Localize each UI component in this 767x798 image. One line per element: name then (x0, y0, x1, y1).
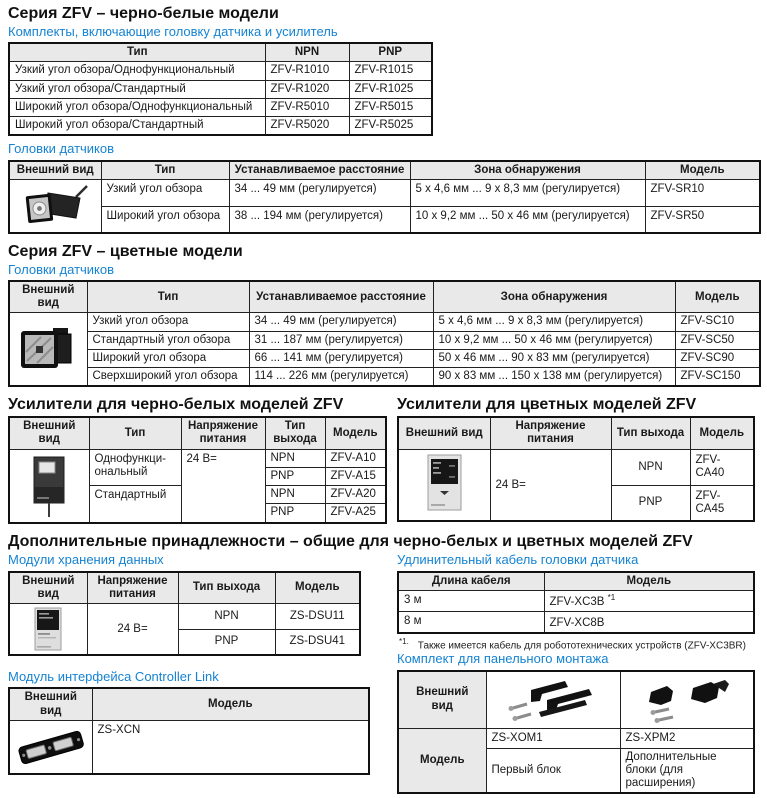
table-row (9, 313, 760, 331)
kits-table (8, 42, 433, 136)
cable-model (544, 590, 754, 611)
col-model: Модель (645, 161, 760, 180)
mounting-bracket-pair-icon (635, 674, 739, 726)
kit-description: Дополнительные блоки (для расширения) (620, 748, 754, 793)
col-model: Модель (544, 572, 754, 591)
kit-npn-model: ZFV-R5010 (265, 98, 349, 116)
col-distance: Устанавливаемое расстояние (229, 161, 410, 180)
col-output: Тип выхода (611, 417, 690, 449)
col-voltage: Напряжение питания (181, 417, 265, 449)
col-distance: Устанавливаемое расстояние (249, 281, 433, 313)
mono-heads-subtitle: Головки датчиков (8, 141, 115, 157)
table-row (398, 612, 754, 634)
head-zone: 10 x 9,2 мм ... 50 x 46 мм (регулируется) (433, 331, 675, 349)
head-model: ZFV-SR50 (645, 206, 760, 233)
kit-pnp-model: ZFV-R5015 (349, 98, 432, 116)
storage-model: ZS-DSU11 (275, 604, 360, 630)
camera-head-color-icon (17, 321, 79, 377)
col-appearance: Внешний вид (9, 572, 87, 604)
color-sensor-head-image (9, 313, 87, 386)
storage-table (8, 571, 361, 656)
amp-type: Однофункци-ональный (89, 449, 181, 485)
controller-link-table (8, 687, 370, 774)
kit-pnp-model: ZFV-R1015 (349, 62, 432, 80)
mounting-bracket-set-icon (501, 674, 605, 726)
kits-col-pnp: PNP (349, 43, 432, 62)
amp-mono-section (8, 396, 397, 523)
head-model: ZFV-SC150 (675, 368, 760, 387)
col-output: Тип выхода (265, 417, 325, 449)
col-appearance: Внешний вид (9, 688, 92, 720)
storage-model: ZS-DSU41 (275, 629, 360, 655)
head-model: ZFV-SC50 (675, 331, 760, 349)
controller-link-subtitle: Модуль интерфейса Controller Link (8, 669, 219, 685)
camera-head-mono-icon (22, 182, 88, 230)
amp-output: PNP (265, 504, 325, 523)
head-zone: 90 x 83 мм ... 150 x 138 мм (регулируется) (433, 368, 675, 387)
kit-npn-model: ZFV-R1010 (265, 62, 349, 80)
table-row (9, 98, 432, 116)
amp-model: ZFV-A10 (325, 449, 386, 467)
col-zone: Зона обнаружения (433, 281, 675, 313)
table-row (9, 331, 760, 349)
kits-col-type: Тип (9, 43, 265, 62)
controller-link-model: ZS-XCN (92, 720, 369, 774)
col-cable-length: Длина кабеля (398, 572, 544, 591)
table-row (9, 62, 432, 80)
col-type: Тип (87, 281, 249, 313)
row-label-model: Модель (398, 728, 486, 793)
table-row (398, 590, 754, 611)
cable-model-text: ZFV-XC3B (549, 595, 605, 608)
amp-voltage: 24 В= (490, 449, 611, 521)
head-type: Узкий угол обзора (101, 179, 229, 206)
table-row (9, 349, 760, 367)
col-type: Тип (89, 417, 181, 449)
cable-length: 8 м (398, 612, 544, 634)
footnote-reference: *1 (607, 592, 616, 602)
head-zone: 5 x 4,6 мм ... 9 x 8,3 мм (регулируется) (433, 313, 675, 331)
col-voltage: Напряжение питания (490, 417, 611, 449)
table-row (398, 449, 754, 485)
kit-type: Узкий угол обзора/Стандартный (9, 80, 265, 98)
storage-subtitle: Модули хранения данных (8, 552, 164, 568)
head-zone: 10 x 9,2 мм ... 50 x 46 мм (регулируется) (410, 206, 645, 233)
table-row (9, 206, 760, 233)
amp-output: PNP (265, 467, 325, 485)
head-model: ZFV-SC90 (675, 349, 760, 367)
row-label-appearance: Внешний вид (398, 671, 486, 729)
head-model: ZFV-SR10 (645, 179, 760, 206)
table-row (9, 449, 386, 467)
head-distance: 66 ... 141 мм (регулируется) (249, 349, 433, 367)
head-distance: 38 ... 194 мм (регулируется) (229, 206, 410, 233)
footnote-text: Также имеется кабель для робототехнических устройств (ZFV-XC3BR) (417, 640, 746, 652)
amp-color-image (398, 449, 490, 521)
col-model: Модель (675, 281, 760, 313)
kit-type: Широкий угол обзора/Однофункциональный (9, 98, 265, 116)
col-output: Тип выхода (178, 572, 275, 604)
col-model: Модель (92, 688, 369, 720)
controller-link-module-icon (13, 723, 89, 771)
col-model: Модель (275, 572, 360, 604)
col-type: Тип (101, 161, 229, 180)
panel-kit-table (397, 670, 755, 795)
head-model: ZFV-SC10 (675, 313, 760, 331)
table-row (9, 368, 760, 387)
amp-voltage: 24 В= (181, 449, 265, 522)
amp-model: ZFV-A20 (325, 486, 386, 504)
cable-table (397, 571, 755, 634)
cable-model-text: ZFV-XC8B (549, 616, 605, 629)
kit-model: ZS-XPM2 (620, 728, 754, 748)
col-voltage: Напряжение питания (87, 572, 178, 604)
table-row (9, 604, 360, 630)
cable-length: 3 м (398, 590, 544, 611)
head-type: Широкий угол обзора (101, 206, 229, 233)
amp-color-title: Усилители для цветных моделей ZFV (397, 396, 697, 414)
kits-subtitle: Комплекты, включающие головку датчика и усилитель (8, 23, 338, 39)
col-appearance: Внешний вид (9, 417, 89, 449)
zs-xpm2-image (620, 671, 754, 729)
cable-model (544, 612, 754, 634)
kit-type: Узкий угол обзора/Однофункциональный (9, 62, 265, 80)
kit-model: ZS-XOM1 (486, 728, 620, 748)
color-heads-subtitle: Головки датчиков (8, 261, 115, 277)
amp-model: ZFV-CA45 (690, 485, 754, 521)
data-storage-unit-icon (29, 606, 67, 652)
head-type: Стандартный угол обзора (87, 331, 249, 349)
mono-sensor-head-image (9, 179, 101, 233)
col-appearance: Внешний вид (9, 161, 101, 180)
col-appearance: Внешний вид (398, 417, 490, 449)
head-distance: 34 ... 49 мм (регулируется) (249, 313, 433, 331)
head-type: Широкий угол обзора (87, 349, 249, 367)
amp-mono-image (9, 449, 89, 522)
table-row (9, 179, 760, 206)
head-distance: 34 ... 49 мм (регулируется) (229, 179, 410, 206)
accessories-title: Дополнительные принадлежности – общие для черно-белых и цветных моделей ZFV (8, 532, 693, 550)
amplifier-color-icon (421, 452, 467, 518)
amp-output: NPN (611, 449, 690, 485)
table-row (9, 720, 369, 774)
table-row (9, 80, 432, 98)
storage-unit-image (9, 604, 87, 656)
amp-mono-table (8, 416, 387, 523)
amp-model: ZFV-A15 (325, 467, 386, 485)
mono-heads-table (8, 160, 761, 234)
accessories-left-column (8, 552, 397, 774)
head-type: Сверхширокий угол обзора (87, 368, 249, 387)
controller-link-image (9, 720, 92, 774)
amp-color-section (397, 396, 759, 522)
col-model: Модель (690, 417, 754, 449)
color-series-title: Серия ZFV – цветные модели (8, 242, 243, 260)
cable-footnote (399, 637, 759, 651)
col-model: Модель (325, 417, 386, 449)
kit-pnp-model: ZFV-R5025 (349, 117, 432, 136)
amp-type: Стандартный (89, 486, 181, 523)
amp-output: NPN (265, 449, 325, 467)
cable-subtitle: Удлинительный кабель головки датчика (397, 552, 639, 568)
table-row (398, 728, 754, 748)
col-zone: Зона обнаружения (410, 161, 645, 180)
table-row (9, 117, 432, 136)
head-type: Узкий угол обзора (87, 313, 249, 331)
kits-col-npn: NPN (265, 43, 349, 62)
col-appearance: Внешний вид (9, 281, 87, 313)
kit-description: Первый блок (486, 748, 620, 793)
mono-series-title: Серия ZFV – черно-белые модели (8, 5, 279, 22)
amp-model: ZFV-A25 (325, 504, 386, 523)
storage-voltage: 24 В= (87, 604, 178, 656)
amp-output: NPN (265, 486, 325, 504)
amp-output: PNP (611, 485, 690, 521)
head-zone: 50 x 46 мм ... 90 x 83 мм (регулируется) (433, 349, 675, 367)
footnote-marker: *1. (399, 637, 409, 647)
amplifier-mono-icon (27, 455, 71, 517)
accessories-right-column (397, 552, 759, 794)
head-zone: 5 x 4,6 мм ... 9 x 8,3 мм (регулируется) (410, 179, 645, 206)
kit-type: Широкий угол обзора/Стандартный (9, 117, 265, 136)
panel-kit-subtitle: Комплект для панельного монтажа (397, 651, 609, 667)
head-distance: 31 ... 187 мм (регулируется) (249, 331, 433, 349)
zs-xom1-image (486, 671, 620, 729)
amp-color-table (397, 416, 755, 522)
color-heads-table (8, 280, 761, 387)
table-row (398, 671, 754, 729)
amp-model: ZFV-CA40 (690, 449, 754, 485)
amp-mono-title: Усилители для черно-белых моделей ZFV (8, 396, 344, 414)
head-distance: 114 ... 226 мм (регулируется) (249, 368, 433, 387)
kit-npn-model: ZFV-R1020 (265, 80, 349, 98)
storage-output: NPN (178, 604, 275, 630)
kit-pnp-model: ZFV-R1025 (349, 80, 432, 98)
storage-output: PNP (178, 629, 275, 655)
kit-npn-model: ZFV-R5020 (265, 117, 349, 136)
